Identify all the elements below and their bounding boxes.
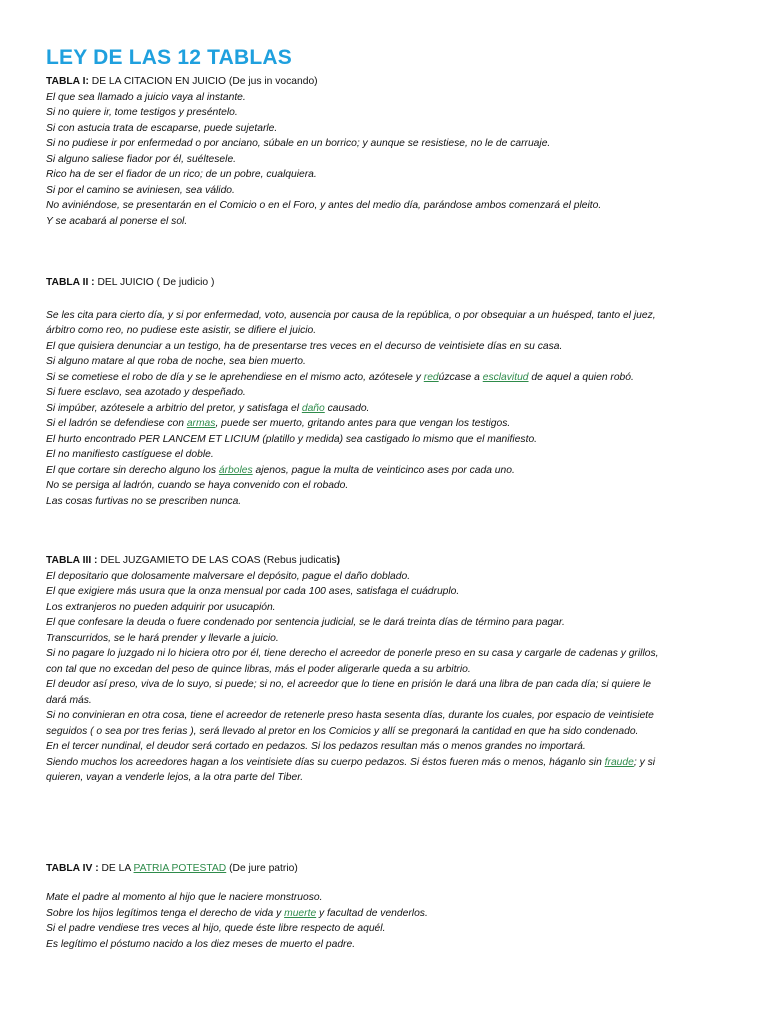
body-line: Y se acabará al ponerse el sol. (46, 215, 188, 227)
body-line: El que quisiera denunciar a un testigo, ha de presentarse tres veces en el decurso de veintisiete días en su casa. (46, 340, 563, 352)
body-line (46, 906, 736, 922)
body-line: Si no pudiese ir por enfermedad o por anciano, súbale en un borrico; y aunque se resistiese, no le de carruaje. (46, 138, 551, 149)
document-title: LEY DE LAS 12 TABLAS (46, 46, 292, 69)
armas-link[interactable]: armas (186, 418, 216, 429)
body-line-text: ; y si (633, 756, 656, 768)
body-line: árbitro como reo, no pudiese este asistir, se difiere el juicio. (46, 325, 317, 336)
body-line: El depositario que dolosamente malversare el depósito, pague el daño doblado. (46, 570, 411, 582)
table-4-heading (46, 861, 736, 877)
esclavitud-link[interactable]: esclavitud (482, 371, 529, 383)
body-line: El hurto encontrado PER LANCEM ET LICIUM (platillo y medida) sea castigado lo mismo que el manifiesto. (46, 433, 538, 445)
body-line-text: de aquel a quien robó. (528, 371, 634, 383)
body-line (46, 416, 736, 432)
body-line (46, 463, 736, 479)
table-2-section (46, 275, 736, 509)
body-line (46, 370, 736, 386)
body-line: Si por el camino se aviniesen, sea válido. (46, 184, 235, 196)
table-3-heading-text: DEL JUZGAMIETO DE LAS COAS (Rebus judicatis (97, 555, 337, 566)
table-2-heading (46, 275, 736, 291)
table-1-section (46, 74, 736, 229)
table-4-label: TABLA IV : (46, 862, 99, 874)
table-3-heading-close: ) (336, 555, 341, 566)
dano-link[interactable]: daño (301, 402, 325, 414)
arboles-link[interactable]: árboles (218, 464, 253, 476)
table-4-body (46, 890, 736, 952)
table-4-heading-text: (De jure patrio) (226, 862, 298, 874)
body-line: Rico ha de ser el fiador de un rico; de un pobre, cualquiera. (46, 169, 317, 180)
table-1-heading-text: DE LA CITACION EN JUICIO (De jus in vocando) (88, 76, 318, 87)
body-line: No se persiga al ladrón, cuando se haya convenido con el robado. (46, 480, 349, 491)
body-line-text: El que cortare sin derecho alguno los (46, 464, 219, 476)
body-line: Se les cita para cierto día, y si por enfermedad, voto, ausencia por causa de la república, o por obsequiar a un huésped, tanto el juez, (46, 309, 656, 321)
body-line-text: úzcase a (438, 371, 483, 383)
table-3-body (46, 569, 736, 786)
table-3-section (46, 553, 736, 786)
body-line: El que sea llamado a juicio vaya al instante. (46, 91, 246, 103)
body-line-text: , puede ser muerto, gritando antes para que vengan los testigos. (215, 418, 511, 429)
table-4-heading-pre: DE LA (98, 862, 134, 874)
body-line-text: Sobre los hijos legítimos tenga el derecho de vida y (46, 907, 285, 919)
body-line: Los extranjeros no pueden adquirir por usucapión. (46, 601, 276, 613)
body-line-text: Si impúber, azótesele a arbitrio del pretor, y satisfaga el (46, 402, 302, 414)
body-line: Las cosas furtivas no se prescriben nunca. (46, 495, 242, 507)
body-line: Si no quiere ir, tome testigos y preséntelo. (46, 107, 238, 118)
body-line-text: causado. (324, 402, 370, 414)
body-line: Si no pagare lo juzgado ni lo hiciera otro por él, tiene derecho el acreedor de ponerle preso en su casa y cargarle de cadenas y grillos, (46, 648, 659, 659)
body-line: con tal que no excedan del peso de quince libras, más el poder aligerarle queda a su arbitrio. (46, 663, 471, 675)
document-page (46, 44, 736, 952)
table-1-body (46, 90, 736, 230)
body-line: Si con astucia trata de escaparse, puede sujetarle. (46, 122, 278, 134)
body-line: El deudor así preso, viva de lo suyo, si puede; si no, el acreedor que lo tiene en prisión le dará una libra de pan cada día; si quiere le (46, 679, 652, 690)
table-1-label: TABLA I: (46, 76, 89, 87)
fraude-link[interactable]: fraude (604, 756, 634, 768)
body-line: El no manifiesto castíguese el doble. (46, 449, 214, 460)
body-line: seguidos ( o sea por tres ferias ), será llevado al pretor en los Comicios y allí se pregonará la cantidad en que ha sido condenado. (46, 725, 639, 737)
body-line: Si alguno saliese fiador por él, suéltesele. (46, 153, 237, 165)
body-line: No aviniéndose, se presentarán en el Comicio o en el Foro, y antes del medio día, parándose ambos comenzará el pleito. (46, 200, 602, 211)
muerte-link[interactable]: muerte (284, 907, 317, 919)
body-line: dará más. (46, 694, 92, 706)
body-line (46, 401, 736, 417)
table-2-body (46, 308, 736, 510)
body-line: Si alguno matare al que roba de noche, sea bien muerto. (46, 356, 306, 367)
table-2-label: TABLA II : (46, 277, 95, 288)
body-line: El que exigiere más usura que la onza mensual por cada 100 ases, satisfaga el cuádruplo. (46, 586, 460, 597)
table-3-heading (46, 553, 736, 569)
patria-potestad-link[interactable]: PATRIA POTESTAD (133, 862, 227, 874)
body-line: Transcurridos, se le hará prender y llevarle a juicio. (46, 632, 279, 644)
body-line-text: Si el ladrón se defendiese con (46, 418, 187, 429)
table-3-label: TABLA III : (46, 555, 98, 566)
body-line (46, 755, 736, 771)
body-line: Es legítimo el póstumo nacido a los diez meses de muerto el padre. (46, 938, 356, 950)
body-line: Si no convinieran en otra cosa, tiene el acreedor de retenerle preso hasta sesenta días, durante los cuales, por espacio de veintisiete (46, 710, 654, 721)
table-2-heading-text: DEL JUICIO ( De judicio ) (94, 277, 215, 288)
body-line: Si el padre vendiese tres veces al hijo, quede éste libre respecto de aquél. (46, 923, 386, 934)
body-line: El que confesare la deuda o fuere condenado por sentencia judicial, se le dará treinta días de término para pagar. (46, 617, 565, 628)
red-link[interactable]: red (423, 371, 439, 383)
table-4-section (46, 861, 736, 953)
body-line: Si fuere esclavo, sea azotado y despeñado. (46, 387, 246, 398)
body-line: En el tercer nundinal, el deudor será cortado en pedazos. Si los pedazos resultan más o menos grandes no importará. (46, 741, 586, 752)
body-line-text: Si se cometiese el robo de día y se le aprehendiese en el mismo acto, azótesele y (46, 371, 424, 383)
table-1-heading (46, 74, 736, 90)
body-line: Mate el padre al momento al hijo que le naciere monstruoso. (46, 892, 323, 903)
body-line-text: Siendo muchos los acreedores hagan a los veintisiete días su cuerpo pedazos. Si éstos fueren más o menos, háganlo sin (46, 756, 605, 768)
body-line-text: y facultad de venderlos. (316, 907, 428, 919)
body-line: quieren, vayan a venderle lejos, a la otra parte del Tiber. (46, 772, 304, 783)
body-line-text: ajenos, pague la multa de veinticinco ases por cada uno. (252, 464, 515, 476)
